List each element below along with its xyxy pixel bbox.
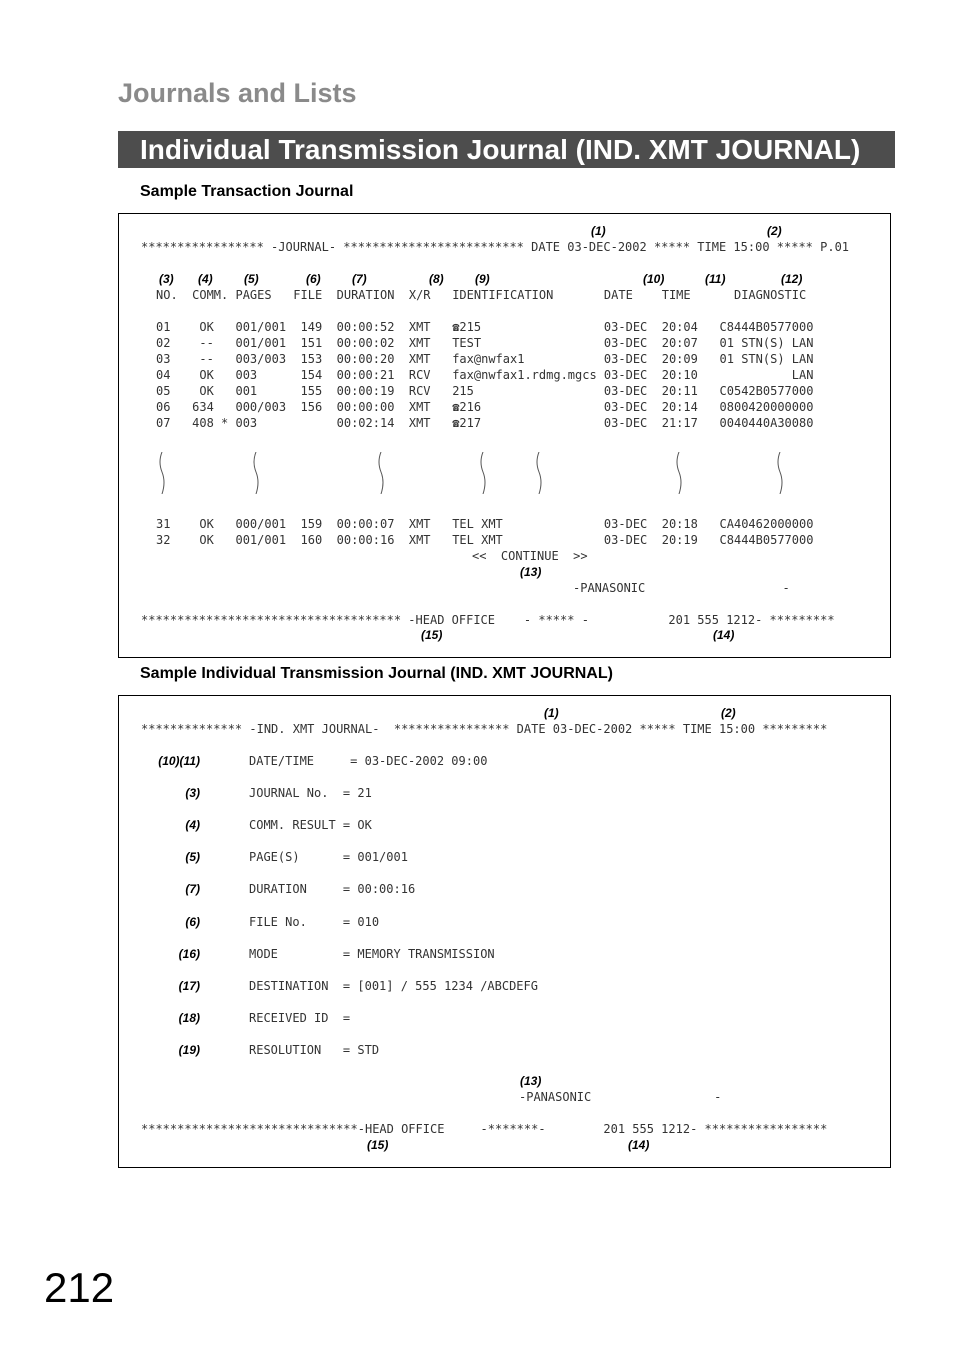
column-ref: (12) bbox=[781, 272, 803, 286]
ref-15: (15) bbox=[367, 1138, 389, 1152]
ind-field-row bbox=[119, 881, 890, 897]
ind-field-ref: (6) bbox=[185, 914, 200, 929]
column-ref: (5) bbox=[244, 272, 259, 286]
ind-field-text: JOURNAL No. = 21 bbox=[249, 786, 372, 801]
ref-2: (2) bbox=[721, 706, 736, 720]
ind-field-row bbox=[119, 849, 890, 865]
ind-field-ref: (3) bbox=[185, 786, 200, 801]
ind-field-text: FILE No. = 010 bbox=[249, 914, 380, 929]
ind-field-ref: (17) bbox=[178, 978, 200, 993]
column-ref: (3) bbox=[159, 272, 174, 286]
break-brace-3 bbox=[377, 452, 385, 494]
section-title: Journals and Lists bbox=[118, 78, 357, 108]
journal-footer-line: ************************************ -HEAD OFFICE - ***** - 201 555 1212- ********* bbox=[141, 613, 835, 627]
page-number: 212 bbox=[44, 1264, 115, 1311]
ind-field-ref: (16) bbox=[178, 946, 200, 961]
ind-field-row bbox=[119, 785, 890, 801]
continue-text: << CONTINUE >> bbox=[472, 549, 588, 563]
break-brace-6 bbox=[675, 452, 683, 494]
ind-field-ref: (7) bbox=[185, 882, 200, 897]
ref-2: (2) bbox=[767, 224, 782, 238]
ref-1: (1) bbox=[591, 224, 606, 238]
ref-14: (14) bbox=[628, 1138, 650, 1152]
ind-field-text: DESTINATION = [001] / 555 1234 /ABCDEFG bbox=[249, 978, 538, 993]
column-ref: (8) bbox=[429, 272, 444, 286]
journal-row: 01 OK 001/001 149 00:00:52 XMT ☎215 03-DEC 20:04 C8444B0577000 bbox=[156, 320, 814, 334]
ind-field-ref: (4) bbox=[185, 818, 200, 833]
journal-row: 03 -- 003/003 153 00:00:20 XMT fax@nwfax1 03-DEC 20:09 01 STN(S) LAN bbox=[156, 352, 814, 366]
caption-ind-xmt-journal: Sample Individual Transmission Journal (IND. XMT JOURNAL) bbox=[140, 665, 613, 682]
column-ref: (4) bbox=[198, 272, 213, 286]
column-ref: (9) bbox=[475, 272, 490, 286]
ind-field-text: MODE = MEMORY TRANSMISSION bbox=[249, 946, 495, 961]
ind-footer-line: ******************************-HEAD OFFICE -*******- 201 555 1212- ***************** bbox=[141, 1122, 828, 1136]
panasonic-line: -PANASONIC - bbox=[573, 581, 790, 595]
ind-field-row bbox=[119, 1042, 890, 1058]
break-brace-4 bbox=[479, 452, 487, 494]
ind-field-text: DATE/TIME = 03-DEC-2002 09:00 bbox=[249, 754, 488, 768]
journal-row: 04 OK 003 154 00:00:21 RCV fax@nwfax1.rdmg.mgcs 03-DEC 20:10 LAN bbox=[156, 368, 814, 382]
column-ref: (7) bbox=[352, 272, 367, 286]
ref-1: (1) bbox=[544, 706, 559, 720]
journal-row: 31 OK 000/001 159 00:00:07 XMT TEL XMT 03-DEC 20:18 CA40462000000 bbox=[156, 517, 814, 531]
journal-row: 02 -- 001/001 151 00:00:02 XMT TEST 03-DEC 20:07 01 STN(S) LAN bbox=[156, 336, 814, 350]
ind-field-text: PAGE(S) = 001/001 bbox=[249, 850, 408, 865]
break-brace-2 bbox=[252, 452, 260, 494]
break-marks bbox=[119, 452, 890, 497]
ind-field-row bbox=[119, 914, 890, 930]
ind-field-row bbox=[119, 817, 890, 833]
ind-field-row bbox=[119, 753, 890, 769]
ind-field-text: RECEIVED ID = bbox=[249, 1010, 351, 1025]
column-ref: (10) bbox=[643, 272, 665, 286]
ind-field-ref: (18) bbox=[178, 1010, 200, 1025]
column-header: NO. COMM. PAGES FILE DURATION X/R IDENTIFICATION DATE TIME DIAGNOSTIC bbox=[156, 288, 807, 302]
ind-field-row bbox=[119, 946, 890, 962]
banner-title: Individual Transmission Journal (IND. XMT JOURNAL) bbox=[118, 131, 895, 168]
journal-row: 06 634 000/003 156 00:00:00 XMT ☎216 03-DEC 20:14 0800420000000 bbox=[156, 400, 814, 414]
journal-box bbox=[118, 213, 891, 658]
ref-14: (14) bbox=[713, 628, 735, 642]
ind-field-row bbox=[119, 1010, 890, 1026]
journal-rows bbox=[156, 319, 813, 431]
journal-row: 32 OK 001/001 160 00:00:16 XMT TEL XMT 03-DEC 20:19 C8444B0577000 bbox=[156, 533, 814, 547]
ind-field-text: RESOLUTION = STD bbox=[249, 1042, 380, 1057]
break-brace-5 bbox=[535, 452, 543, 494]
ind-journal-box bbox=[118, 695, 891, 1168]
break-brace-1 bbox=[158, 452, 166, 494]
column-ref: (6) bbox=[306, 272, 321, 286]
ind-field-row bbox=[119, 978, 890, 994]
journal-header-line: ***************** -JOURNAL- ************************* DATE 03-DEC-2002 ***** TIME 15:00 ***** P.01 bbox=[141, 240, 850, 254]
journal-row: 07 408 * 003 00:02:14 XMT ☎217 03-DEC 21:17 0040440A30080 bbox=[156, 416, 814, 430]
journal-row: 05 OK 001 155 00:00:19 RCV 215 03-DEC 20:11 C0542B0577000 bbox=[156, 384, 814, 398]
panasonic-line: -PANASONIC - bbox=[519, 1090, 722, 1104]
column-ref: (11) bbox=[705, 272, 726, 286]
ref-15: (15) bbox=[421, 628, 443, 642]
ind-field-text: COMM. RESULT = OK bbox=[249, 818, 372, 833]
journal-rows-bottom bbox=[156, 516, 813, 548]
ind-field-ref: (5) bbox=[185, 850, 200, 865]
ind-header-line: ************** -IND. XMT JOURNAL- **************** DATE 03-DEC-2002 ***** TIME 15:00 ********* bbox=[141, 722, 828, 736]
ref-13: (13) bbox=[520, 1074, 542, 1088]
ref-13: (13) bbox=[520, 565, 542, 579]
ind-field-text: DURATION = 00:00:16 bbox=[249, 882, 416, 897]
ind-field-ref: (19) bbox=[178, 1042, 200, 1057]
caption-transaction-journal: Sample Transaction Journal bbox=[140, 183, 354, 200]
column-refs bbox=[119, 272, 890, 286]
break-brace-7 bbox=[776, 452, 784, 494]
ind-field-ref: (10)(11) bbox=[158, 754, 200, 768]
